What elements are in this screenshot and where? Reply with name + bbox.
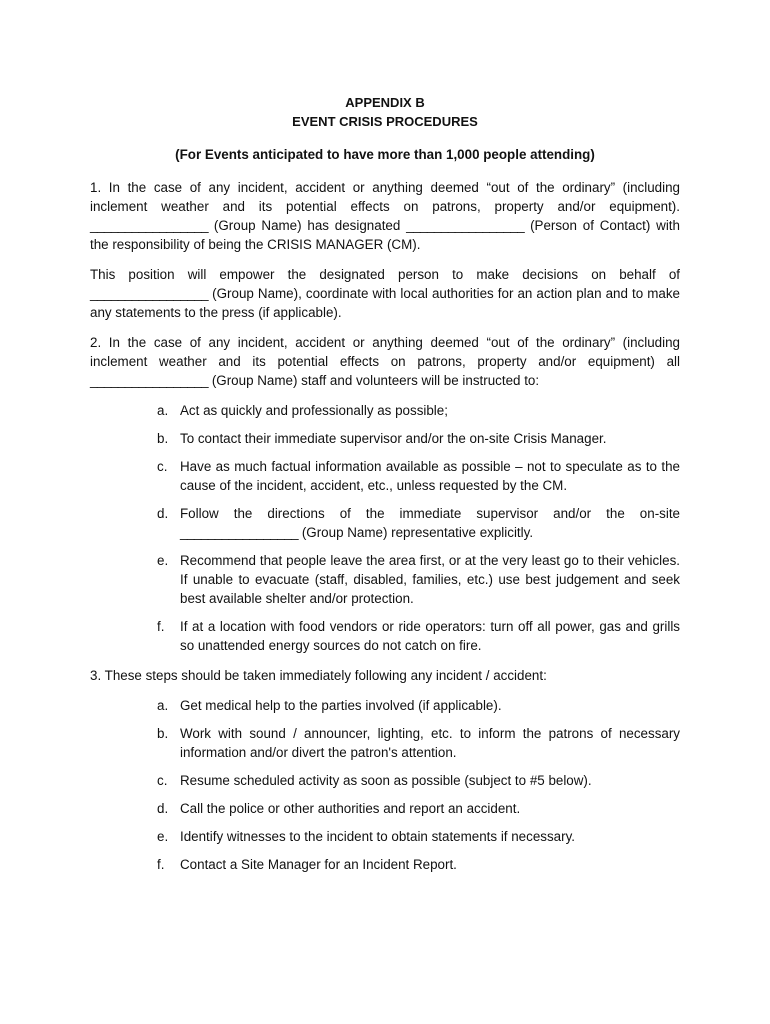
list-item <box>157 457 680 495</box>
list-item-text: Call the police or other authorities and report an accident. <box>180 801 521 816</box>
list-marker: b. <box>157 431 169 446</box>
list-marker: a. <box>157 698 169 713</box>
section-2-list <box>90 401 680 655</box>
section-1-paragraph-1 <box>90 178 680 254</box>
list-item <box>157 771 680 790</box>
list-marker: e. <box>157 553 169 568</box>
list-item-text: Resume scheduled activity as soon as possible (subject to #5 below). <box>180 773 592 788</box>
section-3-list <box>90 696 680 874</box>
list-marker: d. <box>157 801 169 816</box>
list-item <box>157 799 680 818</box>
section-3-intro: 3. These steps should be taken immediately following any incident / accident: <box>90 668 547 683</box>
section-1-text-c: (Person of Contact) with the responsibility of being the CRISIS MANAGER (CM). <box>90 218 680 252</box>
section-2-intro <box>90 333 680 390</box>
document-subtitle: (For Events anticipated to have more than 1,000 people attending) <box>175 147 595 162</box>
list-marker: d. <box>157 506 169 521</box>
section-1-paragraph-2 <box>90 265 680 322</box>
list-item-text: Recommend that people leave the area first, or at the very least go to their vehicles. If unable to evacuate (staff, disabled, families, etc.) use best judgement and seek best available shelter and/or protection. <box>180 553 680 606</box>
person-of-contact-blank: _________________ <box>406 218 525 233</box>
list-item-text: Act as quickly and professionally as possible; <box>180 403 448 418</box>
section-1-p2-text-a: This position will empower the designated person to make decisions on behalf of <box>90 267 680 282</box>
list-item-text: Have as much factual information available as possible – not to speculate as to the cause of the incident, accident, etc., unless requested by the CM. <box>180 459 680 493</box>
list-item <box>157 429 680 448</box>
list-item <box>157 551 680 608</box>
list-item-text: Work with sound / announcer, lighting, etc. to inform the patrons of necessary information and/or divert the patron's attention. <box>180 726 680 760</box>
list-item-text: (Group Name) representative explicitly. <box>301 525 534 540</box>
group-name-blank: _________________ <box>90 218 209 233</box>
list-marker: c. <box>157 773 168 788</box>
section-1-text-a: 1. In the case of any incident, accident or anything deemed “out of the ordinary” (including inclement weather and its potential effects on patrons, property and/or equipment). <box>90 180 680 214</box>
section-1-text-b: (Group Name) has designated <box>213 218 401 233</box>
list-item-text: Follow the directions of the immediate supervisor and/or the on-site <box>180 506 680 521</box>
section-2-intro-text-a: 2. In the case of any incident, accident or anything deemed “out of the ordinary” (including inclement weather and its potential effects on patrons, property and/or equipment) all <box>90 335 680 369</box>
list-item-text: If at a location with food vendors or ride operators: turn off all power, gas and grills so unattended energy sources do not catch on fire. <box>180 619 680 653</box>
list-marker: a. <box>157 403 169 418</box>
list-item <box>157 504 680 542</box>
list-item <box>157 401 680 420</box>
appendix-label: APPENDIX B <box>345 95 425 110</box>
list-marker: b. <box>157 726 169 741</box>
list-item-text: To contact their immediate supervisor and/or the on-site Crisis Manager. <box>180 431 607 446</box>
section-2-intro-text-b: (Group Name) staff and volunteers will be instructed to: <box>211 373 540 388</box>
document-title: EVENT CRISIS PROCEDURES <box>292 114 478 129</box>
list-item <box>157 724 680 762</box>
list-item-text: Contact a Site Manager for an Incident Report. <box>180 857 457 872</box>
list-item <box>157 827 680 846</box>
list-item-text: Identify witnesses to the incident to obtain statements if necessary. <box>180 829 575 844</box>
list-item <box>157 855 680 874</box>
list-marker: f. <box>157 619 165 634</box>
list-item <box>157 696 680 715</box>
list-marker: e. <box>157 829 169 844</box>
list-marker: c. <box>157 459 168 474</box>
section-1-p2-text-b: (Group Name), coordinate with local authorities for an action plan and to make any statements to the press (if applicable). <box>90 286 680 320</box>
document-body <box>90 93 680 885</box>
list-marker: f. <box>157 857 165 872</box>
list-item <box>157 617 680 655</box>
list-item-text: Get medical help to the parties involved (if applicable). <box>180 698 502 713</box>
group-name-blank: _________________ <box>90 373 209 388</box>
group-name-blank: _________________ <box>90 286 209 301</box>
group-name-blank: _________________ <box>180 525 299 540</box>
